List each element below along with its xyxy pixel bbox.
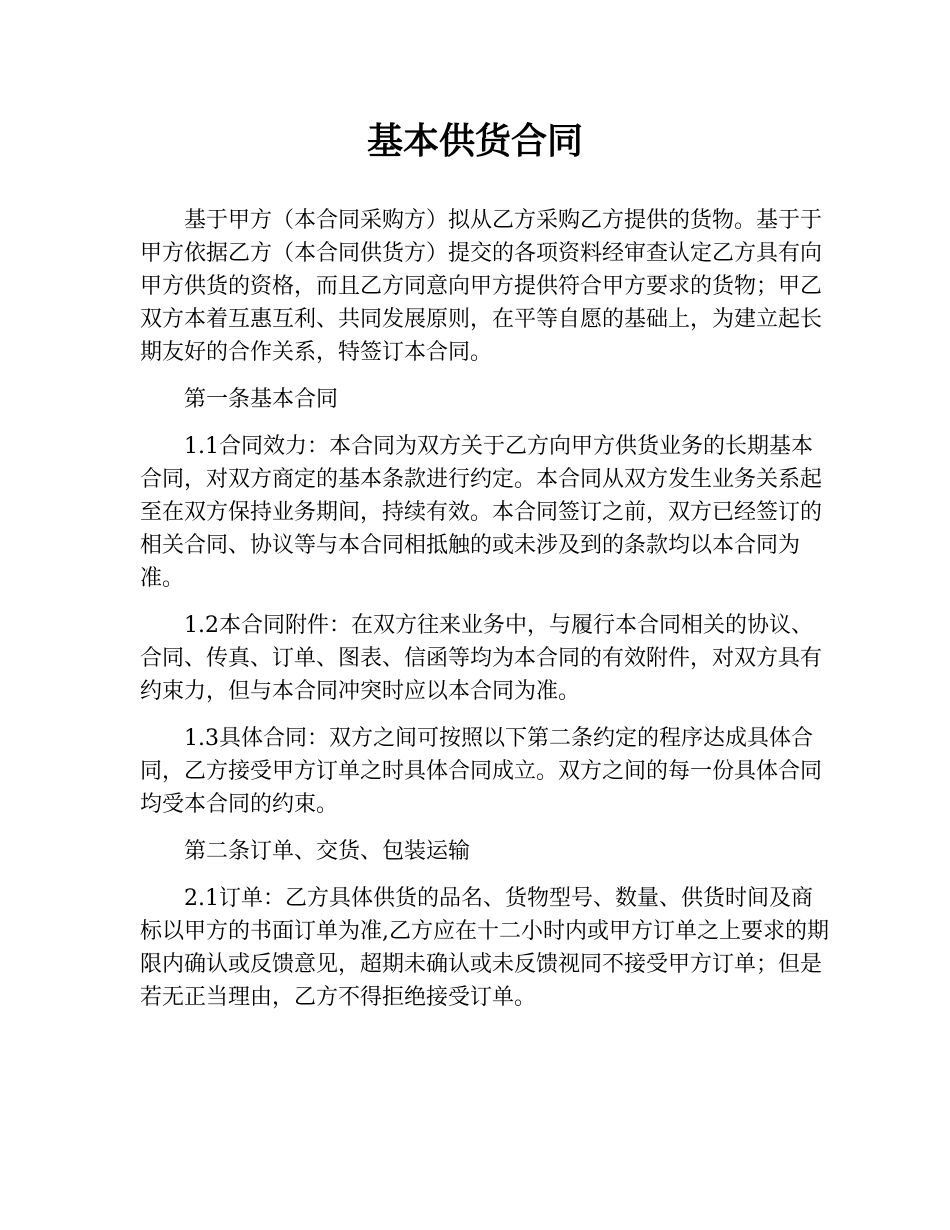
document-body (140, 204, 830, 1028)
clause-1-3: 1.3具体合同：双方之间可按照以下第二条约定的程序达成具体合同，乙方接受甲方订单之时具体合同成立。双方之间的每一份具体合同均受本合同的约束。 (140, 726, 823, 817)
document-title: 基本供货合同 (366, 121, 583, 162)
intro-paragraph: 基于甲方（本合同采购方）拟从乙方采购乙方提供的货物。基于于甲方依据乙方（本合同供货方）提交的各项资料经审查认定乙方具有向甲方供货的资格，而且乙方同意向甲方提供符合甲方要求的货物；甲乙双方本着互惠互利、共同发展原则，在平等自愿的基础上，为建立起长期友好的合作关系，特签订本合同。 (140, 208, 823, 365)
clause-1-1: 1.1合同效力：本合同为双方关于乙方向甲方供货业务的长期基本合同，对双方商定的基本条款进行约定。本合同从双方发生业务关系起至在双方保持业务期间，持续有效。本合同签订之前，双方已经签订的相关合同、协议等与本合同相抵触的或未涉及到的条款均以本合同为准。 (140, 434, 823, 591)
clause-1-2: 1.2本合同附件：在双方往来业务中，与履行本合同相关的协议、合同、传真、订单、图表、信函等均为本合同的有效附件，对双方具有约束力，但与本合同冲突时应以本合同为准。 (140, 613, 823, 704)
section-heading-2: 第二条订单、交货、包装运输 (184, 839, 471, 864)
clause-2-1: 2.1订单：乙方具体供货的品名、货物型号、数量、供货时间及商标以甲方的书面订单为准,乙方应在十二小时内或甲方订单之上要求的期限内确认或反馈意见，超期未确认或未反馈视同不接受甲方订单；但是若无正当理由，乙方不得拒绝接受订单。 (140, 886, 829, 1010)
section-heading-1: 第一条基本合同 (184, 387, 339, 412)
